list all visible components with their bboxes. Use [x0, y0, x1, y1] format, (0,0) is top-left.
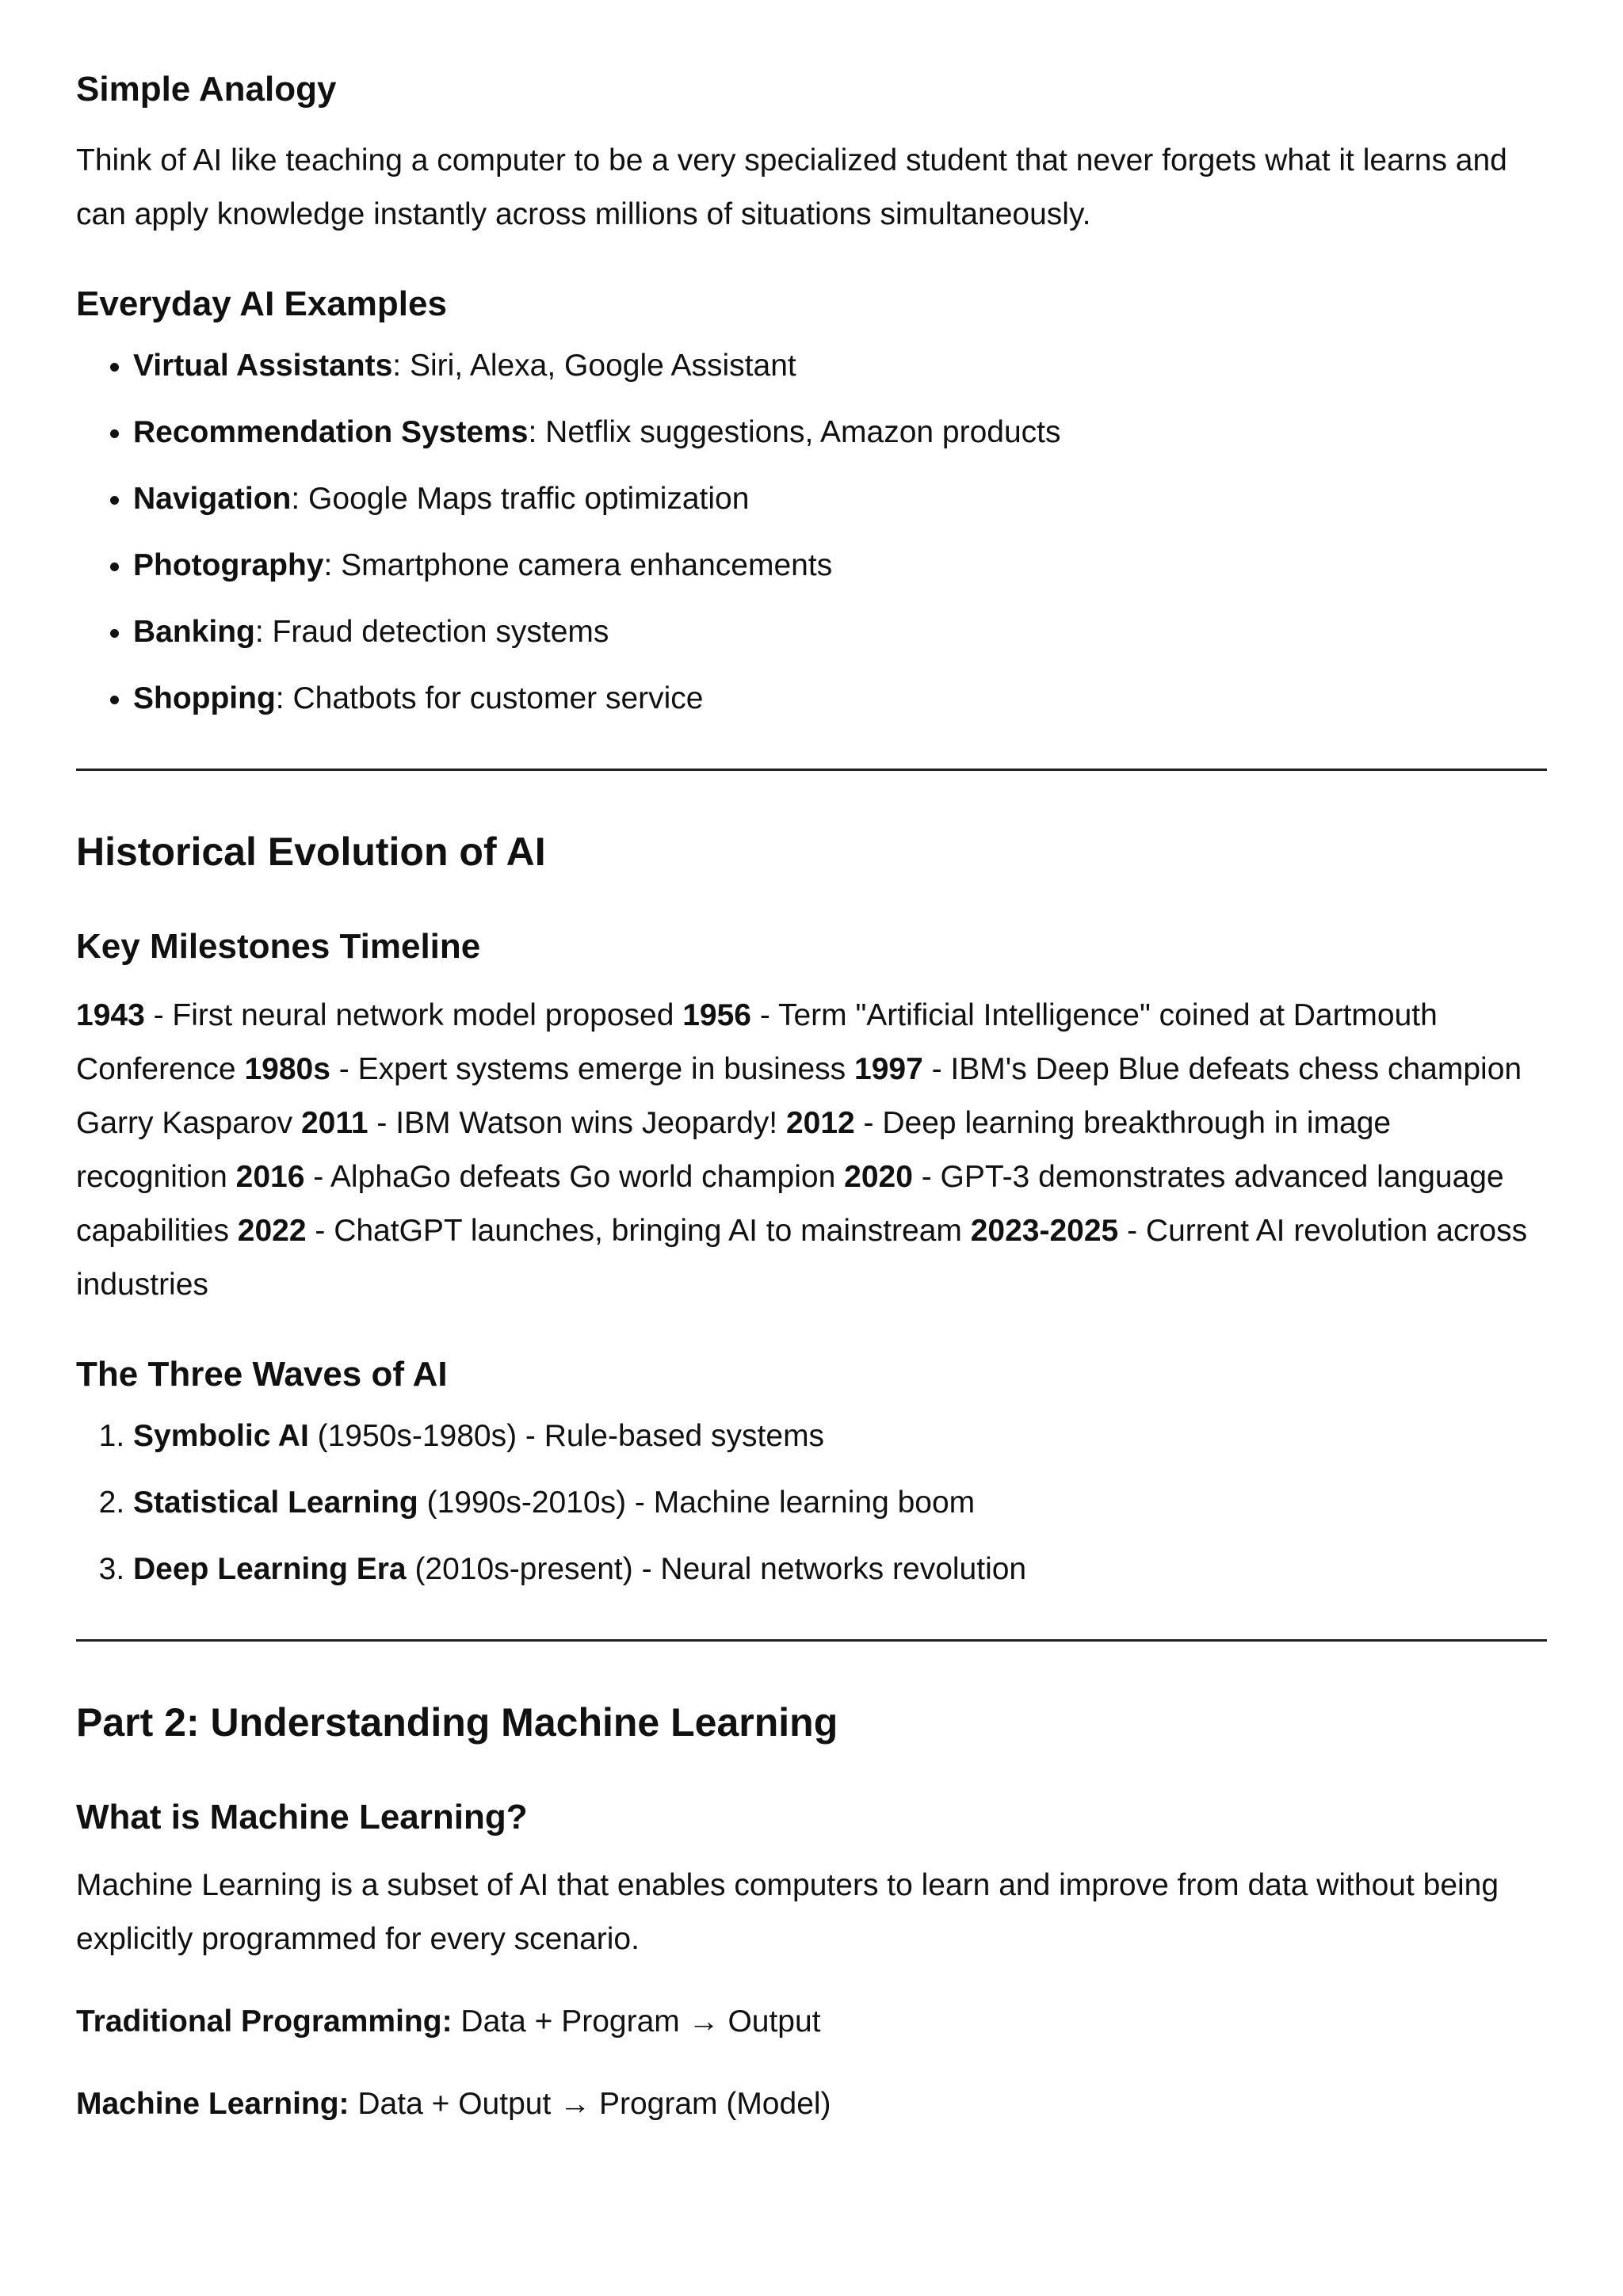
milestone-year: 1956: [682, 997, 751, 1032]
section-heading-three-waves: The Three Waves of AI: [76, 1354, 448, 1394]
list-item-desc: : Netflix suggestions, Amazon products: [528, 415, 1061, 450]
wave-desc: (1990s-2010s) - Machine learning boom: [418, 1485, 976, 1520]
milestone-year: 1943: [76, 997, 145, 1032]
list-item: [133, 610, 1547, 654]
milestone-year: 1980s: [244, 1051, 330, 1086]
list-item-term: Shopping: [133, 681, 276, 716]
examples-list: [76, 344, 1547, 721]
list-item-desc: : Fraud detection systems: [254, 615, 609, 650]
list-item: [133, 543, 1547, 588]
list-item: [133, 1547, 1547, 1592]
traditional-programming-value: Data + Program → Output: [452, 2004, 821, 2039]
wave-term: Symbolic AI: [133, 1418, 309, 1453]
milestone-year: 2012: [785, 1105, 855, 1140]
section-heading-simple-analogy: Simple Analogy: [76, 70, 337, 109]
list-item-term: Photography: [133, 548, 324, 583]
section-heading-historical-evolution: Historical Evolution of AI: [76, 830, 546, 875]
list-item-term: Virtual Assistants: [133, 349, 393, 383]
machine-learning-line: [76, 2077, 1547, 2131]
list-item: [133, 1414, 1547, 1459]
list-item: [133, 344, 1547, 388]
traditional-programming-label: Traditional Programming:: [76, 2004, 453, 2039]
milestone-text: - GPT-3 demonstrates advanced language capabilities: [76, 1159, 1504, 1248]
milestone-text: - AlphaGo defeats Go world champion: [304, 1159, 845, 1194]
list-item: [133, 677, 1547, 721]
traditional-programming-line: [76, 1995, 1547, 2049]
section-heading-what-is-ml: What is Machine Learning?: [76, 1797, 528, 1836]
list-item-desc: : Chatbots for customer service: [275, 681, 704, 716]
milestones-paragraph: [76, 989, 1547, 1312]
section-divider: [76, 769, 1547, 771]
waves-list: [76, 1414, 1547, 1592]
milestone-text: - IBM Watson wins Jeopardy!: [368, 1105, 786, 1140]
milestone-year: 2011: [300, 1105, 369, 1140]
list-item-desc: : Google Maps traffic optimization: [291, 482, 750, 517]
milestone-text: - Term "Artificial Intelligence" coined at Dartmouth Conference: [76, 997, 1438, 1086]
milestone-year: 2022: [237, 1213, 307, 1248]
milestone-text: - First neural network model proposed: [144, 997, 683, 1032]
milestone-year: 2023-2025: [970, 1213, 1119, 1248]
list-item-term: Navigation: [133, 482, 292, 517]
list-item-term: Recommendation Systems: [133, 415, 529, 450]
list-item-term: Banking: [133, 615, 255, 650]
milestone-text: - Deep learning breakthrough in image recognition: [76, 1105, 1392, 1194]
machine-learning-label: Machine Learning:: [76, 2086, 349, 2121]
list-item-desc: : Siri, Alexa, Google Assistant: [392, 349, 796, 383]
wave-desc: (2010s-present) - Neural networks revolution: [406, 1551, 1027, 1586]
list-item: [133, 1481, 1547, 1525]
section-divider: [76, 1639, 1547, 1642]
section-heading-key-milestones: Key Milestones Timeline: [76, 927, 481, 967]
milestone-text: - ChatGPT launches, bringing AI to mainstream: [306, 1213, 971, 1248]
wave-desc: (1950s-1980s) - Rule-based systems: [308, 1418, 825, 1453]
section-heading-everyday-ai-examples: Everyday AI Examples: [76, 284, 447, 324]
list-item: [133, 410, 1547, 455]
milestone-year: 1997: [854, 1051, 923, 1086]
section-heading-part-2: Part 2: Understanding Machine Learning: [76, 1699, 838, 1745]
wave-term: Deep Learning Era: [133, 1551, 407, 1586]
milestone-year: 2020: [844, 1159, 913, 1194]
wave-term: Statistical Learning: [133, 1485, 418, 1520]
milestone-text: - Expert systems emerge in business: [330, 1051, 854, 1086]
machine-learning-value: Data + Output → Program (Model): [349, 2086, 831, 2121]
ml-definition-paragraph: Machine Learning is a subset of AI that enables computers to learn and improve from data without being explicitly programmed for every scenario.: [76, 1867, 1499, 1956]
milestone-year: 2016: [235, 1159, 305, 1194]
milestone-text: - IBM's Deep Blue defeats chess champion Garry Kasparov: [76, 1051, 1522, 1140]
list-item: [133, 477, 1547, 521]
list-item-desc: : Smartphone camera enhancements: [323, 548, 833, 583]
analogy-paragraph: Think of AI like teaching a computer to be a very specialized student that never forgets what it learns and can apply knowledge instantly across millions of situations simultaneously.: [76, 143, 1507, 232]
milestone-text: - Current AI revolution across industries: [76, 1213, 1528, 1302]
